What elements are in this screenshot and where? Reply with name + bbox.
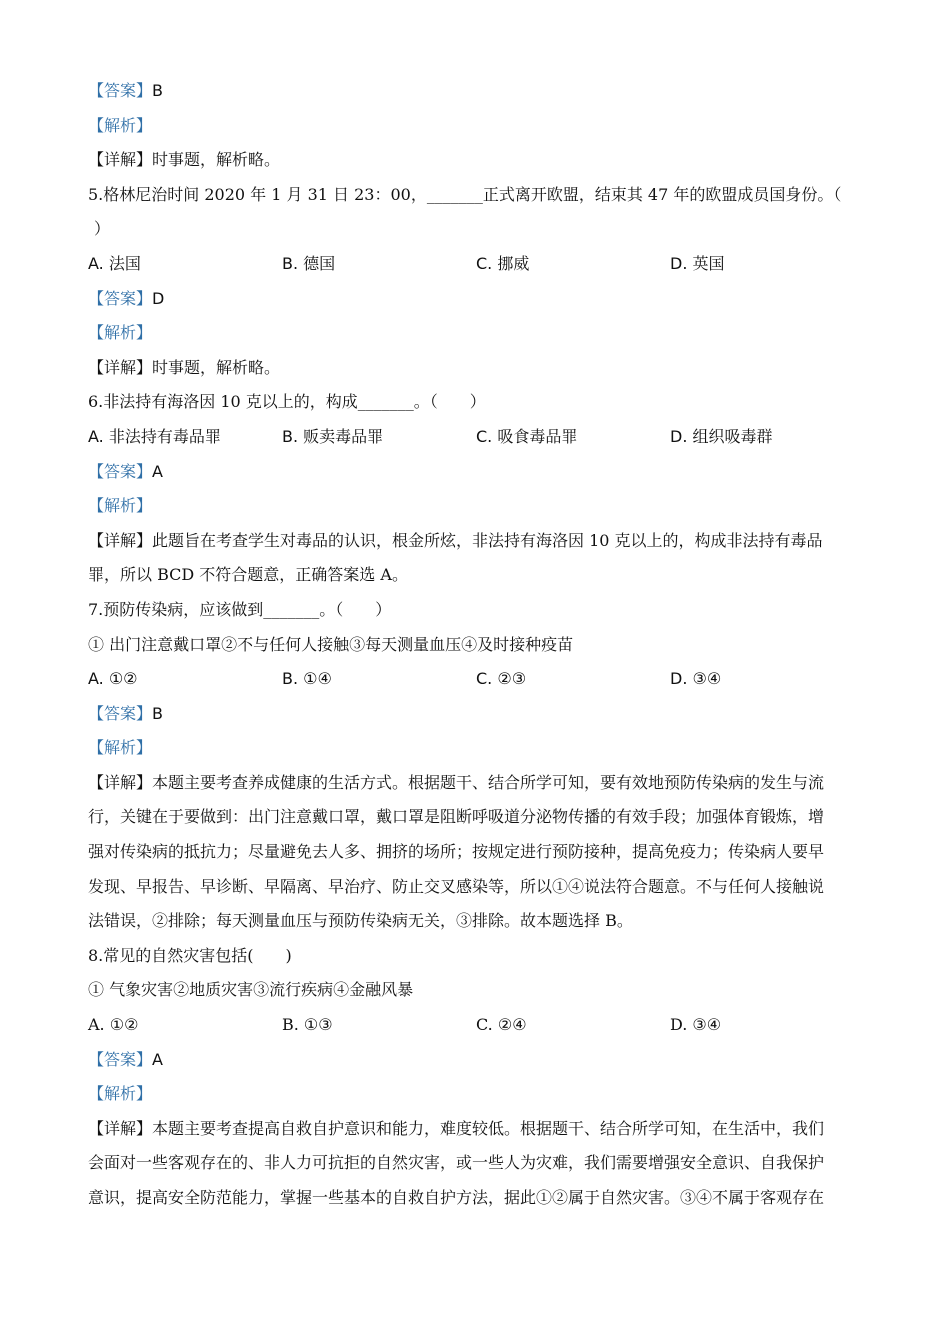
option-d: D. 组织吸毒群: [670, 426, 773, 446]
q6-answer: [88, 455, 868, 490]
q7-detail-4: 发现、早报告、早诊断、早隔离、早治疗、防止交叉感染等，所以①④说法符合题意。不与任何人接触说: [88, 876, 825, 896]
option-a: A. ①②: [88, 669, 138, 689]
q7-stem: 7.预防传染病，应该做到_______。（ ）: [88, 599, 392, 619]
detail-text: 时事题，解析略。: [152, 357, 281, 377]
answer-label: 【答案】: [88, 81, 153, 100]
q6-detail-1: [88, 524, 868, 559]
answer-value: B: [152, 81, 163, 100]
detail-label: 【详解】: [88, 150, 153, 170]
q7-items: ① 出门注意戴口罩②不与任何人接触③每天测量血压④及时接种疫苗: [88, 634, 574, 654]
q4-analysis: [88, 109, 868, 144]
q4-detail: [88, 143, 868, 178]
q7-analysis: [88, 731, 868, 766]
q6-stem: 6.非法持有海洛因 10 克以上的，构成_______。（ ）: [88, 392, 486, 412]
option-a: A. 非法持有毒品罪: [88, 426, 221, 446]
analysis-label: 【解析】: [88, 738, 153, 758]
q7-detail-2: 行，关键在于要做到：出门注意戴口罩，戴口罩是阻断呼吸道分泌物传播的有效手段；加强体育锻炼，增: [88, 807, 825, 827]
answer-value: B: [152, 703, 163, 723]
q8-items: ① 气象灾害②地质灾害③流行疾病④金融风暴: [88, 980, 414, 1000]
option-b: B. ①③: [282, 1015, 333, 1035]
option-b: B. 德国: [282, 253, 336, 273]
q7-options: [88, 662, 868, 697]
q8-analysis: [88, 1077, 868, 1112]
option-c: C. 吸食毒品罪: [476, 426, 578, 446]
q5-stem: 5.格林尼治时间 2020 年 1 月 31 日 23：00，_______正式离开欧盟，结束其 47 年的欧盟成员国身份。（: [88, 184, 842, 204]
q6-analysis: [88, 489, 868, 524]
option-d: D. ③④: [670, 1015, 722, 1035]
answer-label: 【答案】: [88, 461, 153, 481]
analysis-label: 【解析】: [88, 115, 153, 135]
option-c: C. ②④: [476, 1015, 527, 1035]
q7-answer: [88, 697, 868, 732]
detail-label: 【详解】: [88, 1118, 153, 1138]
option-b: B. 贩卖毒品罪: [282, 426, 384, 446]
q6-detail-2: 罪，所以 BCD 不符合题意，正确答案选 A。: [88, 565, 408, 585]
q4-answer: [88, 74, 868, 109]
analysis-label: 【解析】: [88, 323, 153, 343]
answer-value: D: [152, 288, 165, 308]
option-b: B. ①④: [282, 669, 332, 689]
detail-text: 本题主要考查养成健康的生活方式。根据题干、结合所学可知，要有效地预防传染病的发生与流: [152, 772, 825, 792]
q7-detail-5: 法错误，②排除；每天测量血压与预防传染病无关，③排除。故本题选择 B。: [88, 911, 633, 931]
q8-detail-2: 会面对一些客观存在的、非人力可抗拒的自然灾害，或一些人为灾难，我们需要增强安全意识、自我保护: [88, 1153, 825, 1173]
answer-label: 【答案】: [88, 703, 153, 723]
detail-label: 【详解】: [88, 772, 153, 792]
detail-text: 时事题，解析略。: [152, 150, 281, 170]
answer-label: 【答案】: [88, 1049, 153, 1069]
q8-stem: 8.常见的自然灾害包括( ): [88, 945, 292, 965]
q5-options: [88, 247, 868, 282]
analysis-label: 【解析】: [88, 496, 153, 516]
answer-value: A: [152, 461, 163, 481]
q8-options: [88, 1008, 868, 1043]
answer-value: A: [152, 1049, 163, 1069]
option-d: D. 英国: [670, 253, 725, 273]
option-d: D. ③④: [670, 669, 722, 689]
detail-label: 【详解】: [88, 357, 153, 377]
q8-detail-1: [88, 1112, 868, 1147]
document-page: [88, 74, 868, 1216]
option-a: A. ①②: [88, 1015, 139, 1035]
q5-answer: [88, 282, 868, 317]
q5-stem-cont: ）: [94, 219, 111, 239]
q7-detail-3: 强对传染病的抵抗力；尽量避免去人多、拥挤的场所；按规定进行预防接种，提高免疫力；传染病人要早: [88, 842, 825, 862]
option-a: A. 法国: [88, 253, 141, 273]
option-c: C. 挪威: [476, 253, 530, 273]
q5-detail: [88, 351, 868, 386]
q6-options: [88, 420, 868, 455]
q7-detail-1: [88, 766, 868, 801]
q8-answer: [88, 1043, 868, 1078]
detail-text: 本题主要考查提高自救自护意识和能力，难度较低。根据题干、结合所学可知，在生活中，我们: [152, 1118, 825, 1138]
q8-detail-3: 意识，提高安全防范能力，掌握一些基本的自救自护方法，据此①②属于自然灾害。③④不属于客观存在: [88, 1188, 825, 1207]
answer-label: 【答案】: [88, 288, 153, 308]
option-c: C. ②③: [476, 669, 527, 689]
q5-analysis: [88, 316, 868, 351]
detail-text: 此题旨在考查学生对毒品的认识，根金所炫，非法持有海洛因 10 克以上的，构成非法持有毒品: [152, 530, 823, 550]
detail-label: 【详解】: [88, 530, 153, 550]
analysis-label: 【解析】: [88, 1084, 153, 1104]
